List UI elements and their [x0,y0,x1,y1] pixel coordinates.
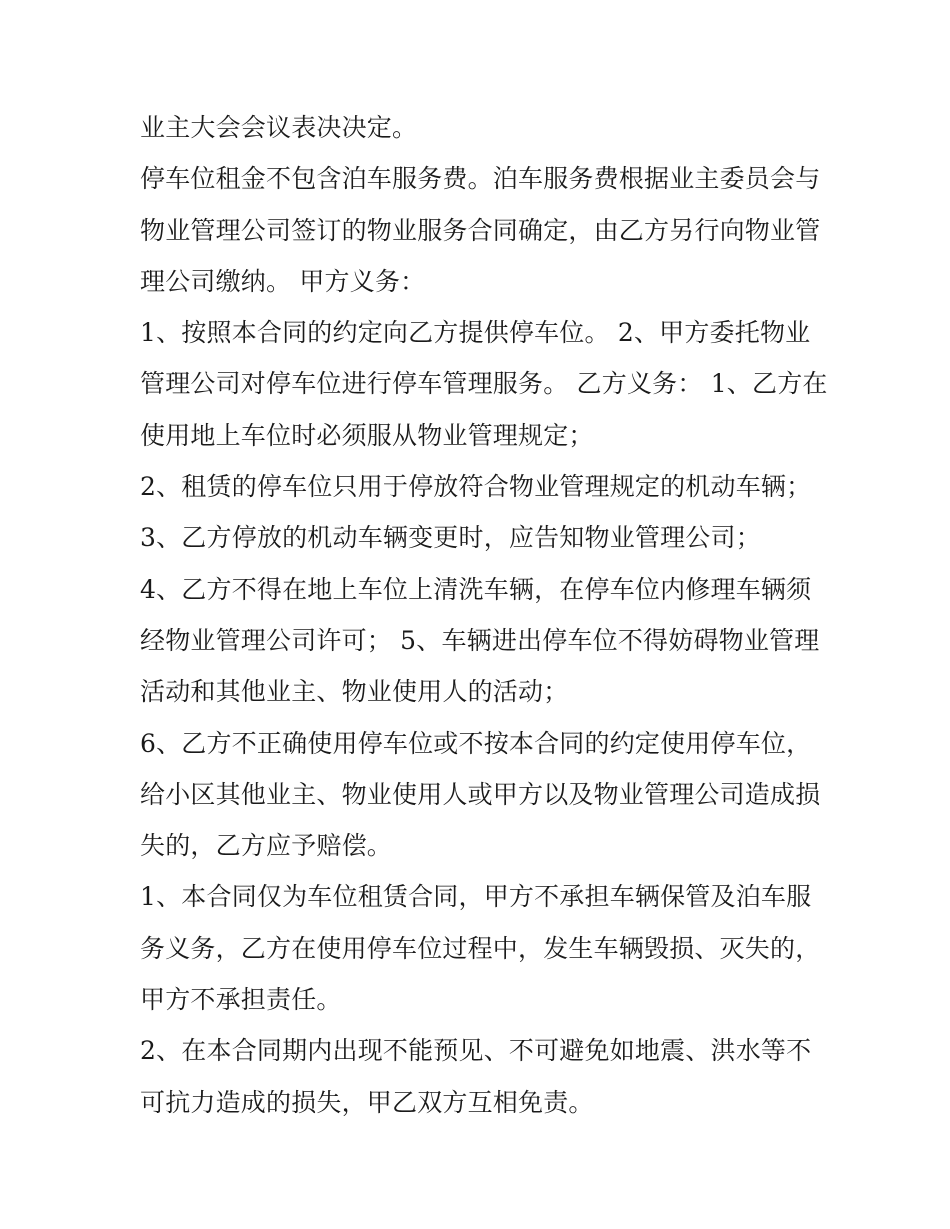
text-line: 业主大会会议表决决定。 [140,113,418,142]
text-line: 给小区其他业主、物业使用人或甲方以及物业管理公司造成损 [140,779,821,809]
text-line: 失的，乙方应予赔偿。 [140,831,393,861]
text-line: 理公司缴纳。 甲方义务： [140,266,426,296]
text-line: 1、本合同仅为车位租赁合同，甲方不承担车辆保管及泊车服 [140,882,812,912]
text-line: 3、乙方停放的机动车辆变更时，应告知物业管理公司； [140,523,761,553]
text-line: 6、乙方不正确使用停车位或不按本合同的约定使用停车位， [140,728,812,758]
text-line: 使用地上车位时必须服从物业管理规定； [140,420,594,450]
text-line: 务义务，乙方在使用停车位过程中，发生车辆毁损、灭失的， [140,933,821,963]
text-line: 管理公司对停车位进行停车管理服务。 乙方义务： 1、乙方在 [140,369,828,399]
text-line: 经物业管理公司许可； 5、车辆进出停车位不得妨碍物业管理 [140,625,820,655]
text-line: 甲方不承担责任。 [140,985,342,1015]
text-line: 1、按照本合同的约定向乙方提供停车位。 2、甲方委托物业 [140,318,811,348]
text-line: 2、租赁的停车位只用于停放符合物业管理规定的机动车辆； [140,472,812,502]
text-line: 停车位租金不包含泊车服务费。泊车服务费根据业主委员会与 [140,164,821,194]
text-line: 可抗力造成的损失，甲乙双方互相免责。 [140,1087,594,1117]
text-line: 活动和其他业主、物业使用人的活动； [140,677,569,707]
text-line: 4、乙方不得在地上车位上清洗车辆，在停车位内修理车辆须 [140,574,812,604]
text-line: 2、在本合同期内出现不能预见、不可避免如地震、洪水等不 [140,1036,812,1066]
document-body [140,102,828,1128]
text-line: 物业管理公司签订的物业服务合同确定，由乙方另行向物业管 [140,215,821,245]
